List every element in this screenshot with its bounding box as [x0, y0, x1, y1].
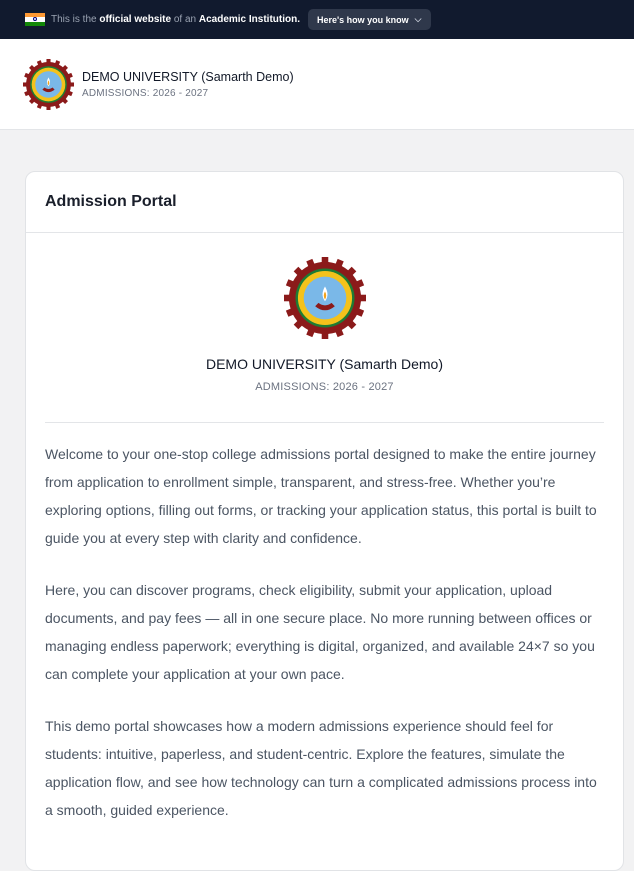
- intro-paragraph-2: Here, you can discover programs, check eligibility, submit your application, upload documents, and pay fees — all in one secure place. No more running between offices or managing endless paperwork; everything is digital, organized, and available 24×7 so you can complete your application at your own pace.: [45, 582, 595, 682]
- site-header: [0, 39, 634, 130]
- intro-paragraph-1: Welcome to your one-stop college admissions portal designed to make the entire journey from application to enrollment simple, transparent, and stress-free. Whether you’re exploring options, filling out forms, or tracking your application status, this portal is built to guide you at every step with clarity and confidence.: [45, 446, 597, 546]
- university-emblem: [284, 257, 366, 339]
- intro-paragraph-3: This demo portal showcases how a modern admissions experience should feel for students: intuitive, paperless, and student-centric. Explore the features, simulate the application flow, and see how technology can turn a complicated admissions process into a smooth, guided experience.: [45, 718, 597, 818]
- admissions-session: ADMISSIONS: 2026 - 2027: [255, 381, 394, 393]
- gov-middle: of an: [173, 14, 197, 25]
- gov-prefix: This is the: [51, 14, 97, 25]
- header-university-name: DEMO UNIVERSITY (Samarth Demo): [82, 69, 294, 84]
- university-logo[interactable]: [23, 59, 74, 110]
- university-name: DEMO UNIVERSITY (Samarth Demo): [205, 356, 443, 372]
- card-header: [26, 172, 623, 233]
- university-block: [45, 257, 604, 393]
- header-admissions-session: ADMISSIONS: 2026 - 2027: [82, 87, 209, 99]
- gov-institution: Academic Institution.: [198, 14, 300, 25]
- india-flag-icon: [25, 13, 45, 26]
- gov-banner-text: [51, 14, 300, 25]
- divider: [45, 422, 604, 423]
- gov-official: official website: [99, 14, 172, 25]
- chevron-down-icon: ⌵: [414, 14, 422, 24]
- card-title: Admission Portal: [45, 193, 177, 210]
- card-body: [26, 257, 623, 824]
- how-button-label: Here's how you know: [316, 14, 409, 25]
- heres-how-you-know-button[interactable]: [308, 9, 432, 30]
- gov-banner: [0, 0, 634, 39]
- admission-portal-card: [25, 171, 624, 871]
- header-text: [82, 70, 294, 99]
